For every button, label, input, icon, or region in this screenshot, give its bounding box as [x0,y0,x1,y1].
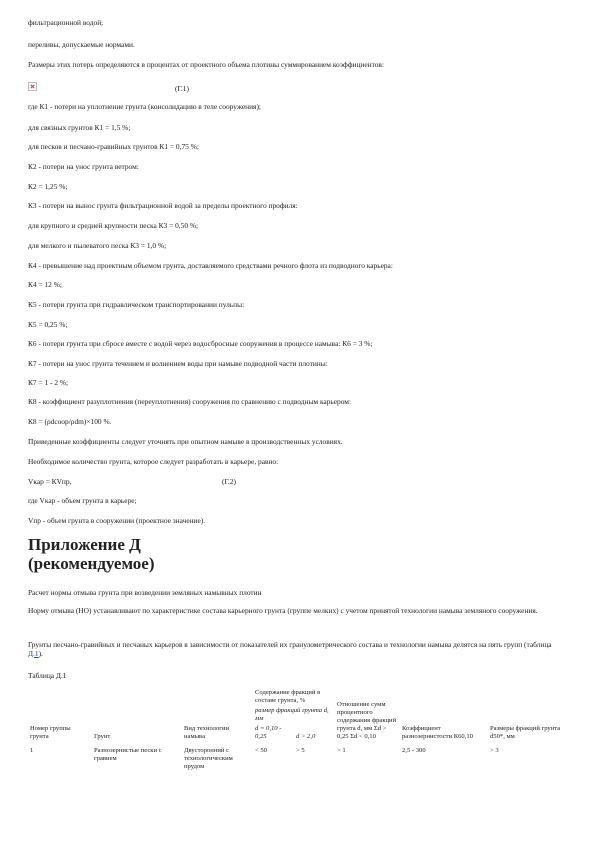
text-line: для песков и песчано-гравийных грунтов К1 = 0,75 %; [28,142,199,151]
appendix-title: Приложение Д [28,535,141,554]
paragraph: Норму отмыва (НО) устанавливают по характеристике состава карьерного грунта (группе мелких) с учетом принятой технологии намыва земляного сооружения. [28,606,538,615]
text-line: Необходимое количество грунта, которое следует разработать в карьере, равно: [28,457,279,466]
appendix-heading [28,535,155,573]
cell-fraction-1: < 50 [255,747,267,754]
appendix-subtitle: Расчет нормы отмыва грунта при возведении земляных намывных плотин [28,588,262,597]
text-line: К3 - потери на вынос грунта фильтрационной водой за пределы проектного профиля: [28,201,298,210]
equation-number: (Г.2) [222,477,236,486]
cell-d50: > 3 [490,747,499,754]
table-reference-link[interactable]: Д.1 [28,649,39,658]
text-line: Размеры этих потерь определяются в процентах от проектного объема плотины суммированием коэффициентов: [28,60,384,69]
table-caption: Таблица Д.1 [28,671,67,680]
header-fraction-size: размер фракций грунта d, мм [255,707,329,722]
header-group-number: Номер группы грунта [30,725,71,740]
data-table [28,688,573,772]
text-line: К7 = 1 - 2 %; [28,378,69,387]
header-ratio: Отношение сумм процентного содержания фракций грунта d, мм Σd > 0,25 Σd < 0,10 [337,701,397,740]
text-line: для крупного и средней крупности песка К3 = 0,50 %; [28,221,199,230]
text-line: переливы, допускаемые нормами. [28,40,135,49]
text-line: К4 - превышение над проектным объемом грунта, доставляемого средствами речного флота из подводного карьера: [28,261,393,270]
text-line: Vпр - объем грунта в сооружении (проектное значение). [28,516,206,525]
text-line: К2 - потери на унос грунта ветром: [28,162,139,171]
paragraph: Грунты песчано-гравийных и песчаных карьеров в зависимости от показателей их гранулометрического состава и технологии намыва делятся на пять групп (таблица Д.1). [28,640,552,658]
cell-soil: Разнозернистые пески с гравием [94,747,162,762]
header-uniformity: Коэффициент разнозернистости К60,10 [402,725,473,740]
text-line: К4 = 12 %; [28,280,62,289]
header-fractions: Содержание фракций в составе грунта, % [255,689,321,704]
cell-group: 1 [30,747,34,754]
text-line: фильтрационной водой; [28,18,104,27]
table-row [28,742,573,772]
cell-uniformity: 2,5 - 300 [402,747,426,754]
appendix-status: (рекомендуемое) [28,554,155,573]
cell-ratio: > 1 [337,747,346,754]
text-line: К7 - потери на унос грунта течением и волнением воды при намыве подводной части плотины: [28,359,328,368]
text-line: К8 - коэффициент разуплотнения (переуплотнения) сооружения по сравнению с подводным карьером: [28,397,352,406]
text-line: Vкар = КVпр, [28,477,72,486]
text-line: Приведенные коэффициенты следует уточнять при опытном намыве в производственных условиях. [28,437,343,446]
text-line: где Vкар - объем грунта в карьере; [28,496,137,505]
cell-technology: Двусторонний с технологическим прудом [184,747,233,770]
text-line: К2 = 1,25 %; [28,182,68,191]
equation-number: (Г.1) [175,84,189,93]
text-line: К8 = (ρdсоор/ρdm)×100 %. [28,417,112,426]
cell-fraction-2: > 5 [296,747,305,754]
text-line: для мелкого и пылеватого песка К3 = 1,0 %; [28,241,167,250]
text-line: где К1 - потери на уплотнение грунта (консолидацию в теле сооружения); [28,102,261,111]
header-soil: Грунт [94,733,111,740]
header-d50: Размеры фракций грунта d50*, мм [490,725,561,740]
header-fraction-range: d = 0,10 - 0,25 [255,725,282,740]
header-technology: Вид технологии намыва [184,725,230,740]
text-line: для связных грунтов К1 = 1,5 %; [28,123,131,132]
table-header-row [28,688,573,706]
text-line: К6 - потери грунта при сбросе вместе с водой через водосбросные сооружения в процессе намыва: К6 = 3 %; [28,339,373,348]
text-line: К5 = 0,25 %; [28,320,68,329]
broken-formula-image-icon [28,82,37,91]
header-fraction-range: d > 2,0 [296,733,316,740]
text-line: К5 - потери грунта при гидравлическом транспортировании пульпы: [28,300,245,309]
